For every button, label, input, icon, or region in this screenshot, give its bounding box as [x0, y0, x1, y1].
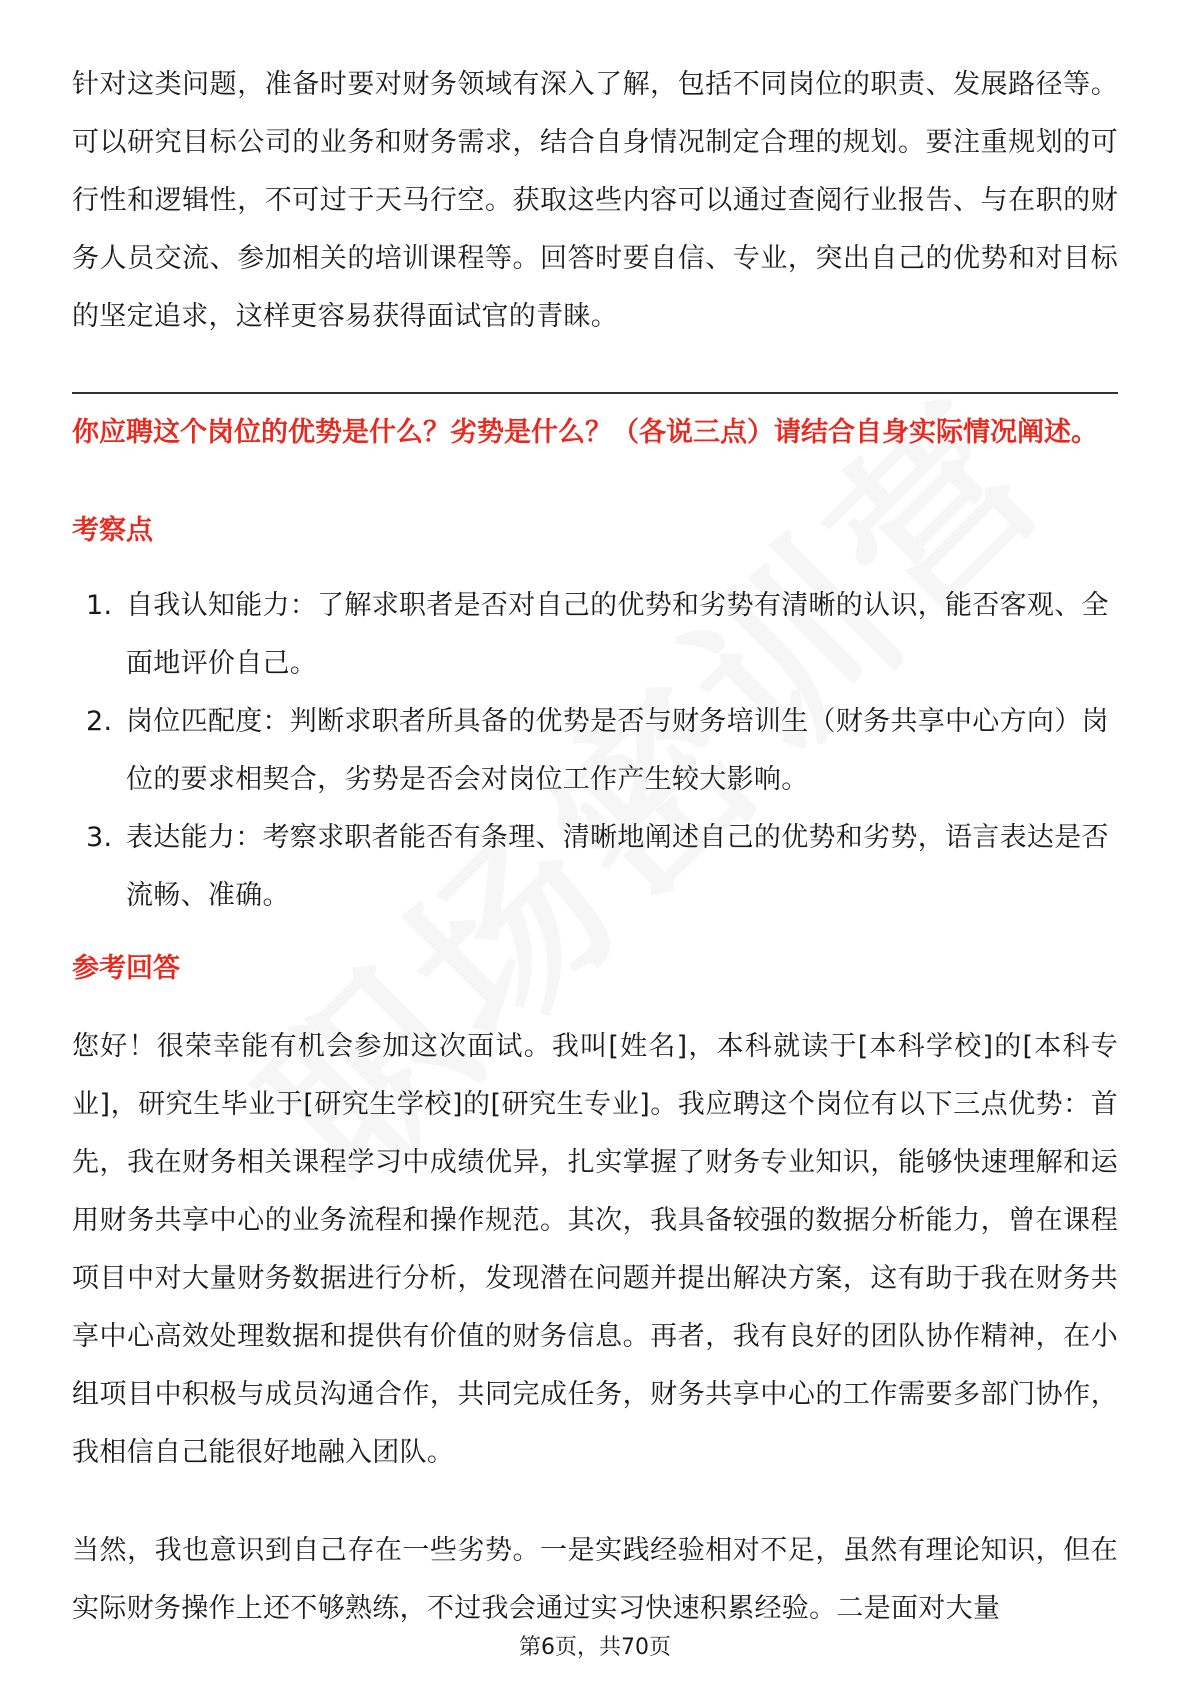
intro-paragraph: 针对这类问题，准备时要对财务领域有深入了解，包括不同岗位的职责、发展路径等。可以研究目标公司的业务和财务需求，结合自身情况制定合理的规划。要注重规划的可行性和逻辑性，不可过于天马行空。获取这些内容可以通过查阅行业报告、与在职的财务人员交流、参加相关的培训课程等。回答时要自信、专业，突出自己的优势和对目标的坚定追求，这样更容易获得面试官的青睐。 [72, 69, 1118, 332]
section-divider [72, 392, 1118, 394]
section-heading-reference-answer: 参考回答 [72, 953, 180, 984]
list-item [72, 809, 1118, 925]
list-item-text: 自我认知能力：了解求职者是否对自己的优势和劣势有清晰的认识，能否客观、全面地评价自己。 [126, 590, 1109, 679]
answer-block-2 [72, 1522, 1118, 1638]
intro-section [72, 48, 1118, 346]
list-item-number: 1. [86, 590, 113, 621]
question-heading: 你应聘这个岗位的优势是什么？劣势是什么？（各说三点）请结合自身实际情况阐述。 [72, 417, 1098, 448]
answer-paragraph-1: 您好！很荣幸能有机会参加这次面试。我叫[姓名]，本科就读于[本科学校]的[本科专业]，研究生毕业于[研究生学校]的[研究生专业]。我应聘这个岗位有以下三点优势：首先，我在财务相关课程学习中成绩优异，扎实掌握了财务专业知识，能够快速理解和运用财务共享中心的业务流程和操作规范。其次，我具备较强的数据分析能力，曾在课程项目中对大量财务数据进行分析，发现潜在问题并提出解决方案，这有助于我在财务共享中心高效处理数据和提供有价值的财务信息。再者，我有良好的团队协作精神，在小组项目中积极与成员沟通合作，共同完成任务，财务共享中心的工作需要多部门协作，我相信自己能很好地融入团队。 [72, 1031, 1118, 1468]
page-footer: 第6页，共70页 [519, 1635, 671, 1660]
list-item [72, 577, 1118, 693]
answer-block-1 [72, 1018, 1118, 1482]
answer-paragraph-2: 当然，我也意识到自己存在一些劣势。一是实践经验相对不足，虽然有理论知识，但在实际财务操作上还不够熟练，不过我会通过实习快速积累经验。二是面对大量 [72, 1535, 1118, 1624]
evaluation-points-list [72, 577, 1118, 925]
list-item-text: 表达能力：考察求职者能否有条理、清晰地阐述自己的优势和劣势，语言表达是否流畅、准确。 [126, 822, 1109, 911]
list-item-text: 岗位匹配度：判断求职者所具备的优势是否与财务培训生（财务共享中心方向）岗位的要求相契合，劣势是否会对岗位工作产生较大影响。 [126, 706, 1109, 795]
list-item [72, 693, 1118, 809]
list-item-number: 2. [86, 706, 113, 737]
list-item-number: 3. [86, 822, 113, 853]
section-heading-evaluation-points: 考察点 [72, 515, 153, 546]
